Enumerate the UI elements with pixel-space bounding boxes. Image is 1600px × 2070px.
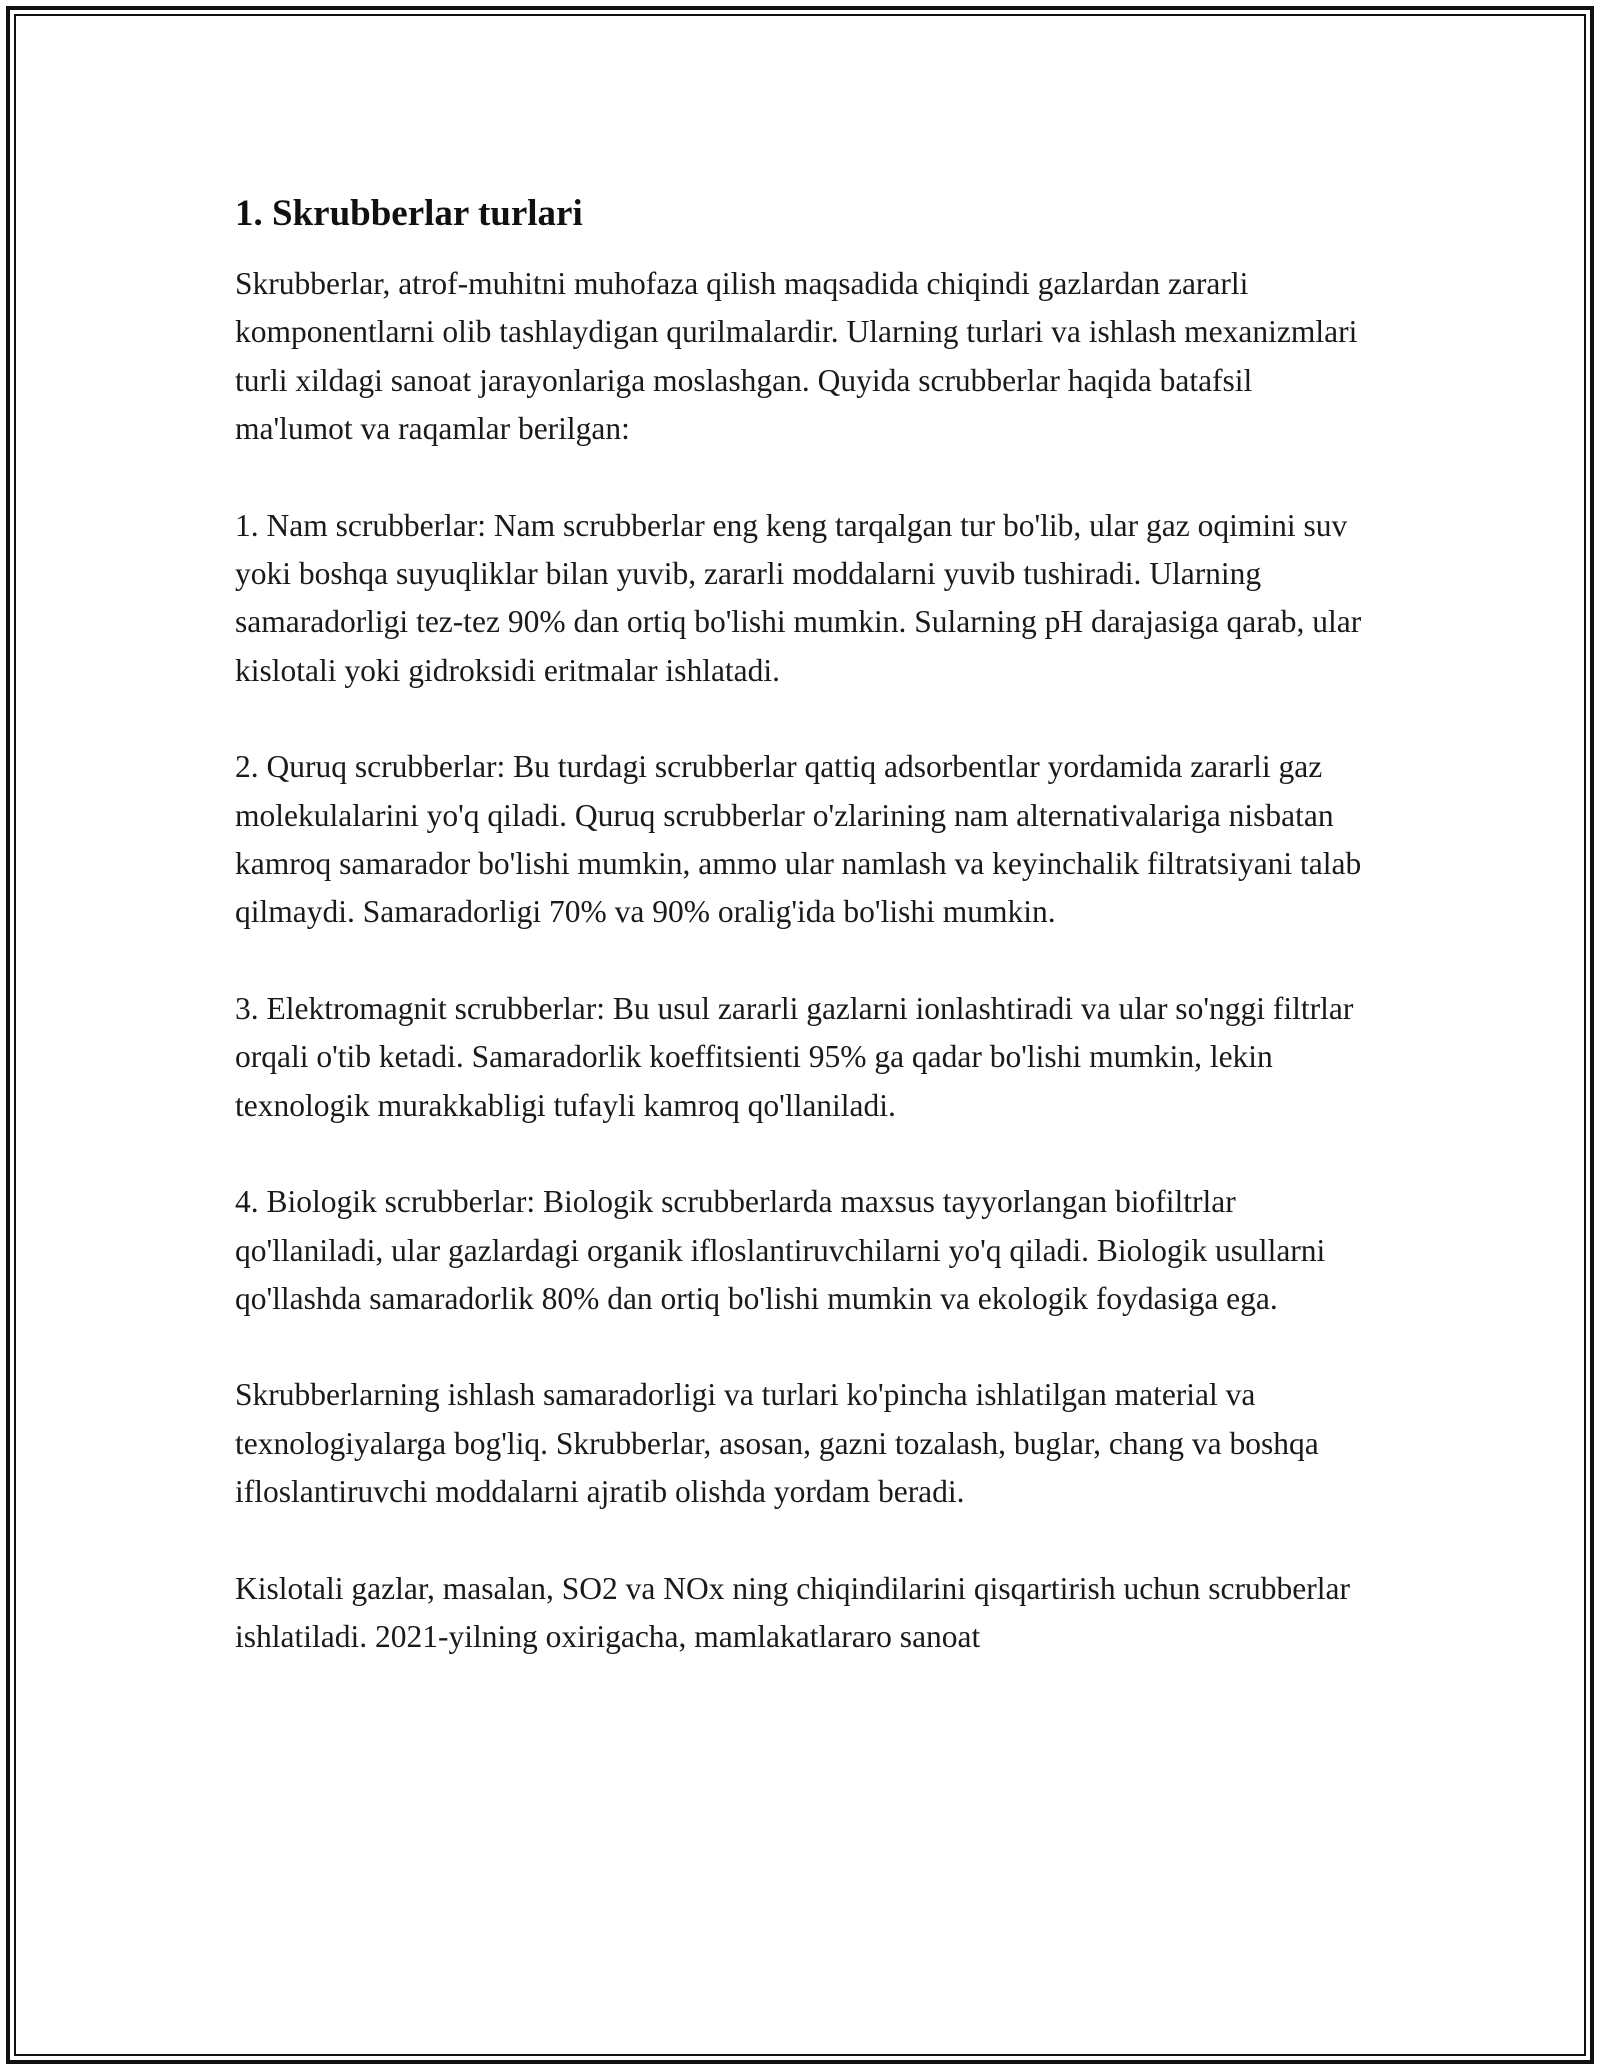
paragraph-summary: Skrubberlarning ishlash samaradorligi va turlari ko'pincha ishlatilgan material va texnologiyalarga bog'liq. Skrubberlar, asosan, gazni tozalash, buglar, chang va boshqa ifloslantiruvchi moddalarni ajratib olishda yordam beradi.: [235, 1377, 1319, 1510]
paragraph-electromagnetic-scrubbers: 3. Elektromagnit scrubberlar: Bu usul zararli gazlarni ionlashtiradi va ular so'nggi filtrlar orqali o'tib ketadi. Samaradorlik koeffitsienti 95% ga qadar bo'lishi mumkin, lekin texnologik murakkabligi tufayli kamroq qo'llaniladi.: [235, 990, 1354, 1123]
paragraph-acid-gases: Kislotali gazlar, masalan, SO2 va NOx ning chiqindilarini qisqartirish uchun scrubberlar ishlatiladi. 2021-yilning oxirigacha, mamlakatlararo sanoat: [235, 1570, 1350, 1654]
paragraph-dry-scrubbers: 2. Quruq scrubberlar: Bu turdagi scrubberlar qattiq adsorbentlar yordamida zararli gaz molekulalarini yo'q qiladi. Quruq scrubberlar o'zlarining nam alternativalariga nisbatan kamroq samarador bo'lishi mumkin, ammo ular namlash va keyinchalik filtratsiyani talab qilmaydi. Samaradorligi 70% va 90% oralig'ida bo'lishi mumkin.: [235, 749, 1362, 930]
section-heading: 1. Skrubberlar turlari: [235, 193, 583, 234]
paragraph-wet-scrubbers: 1. Nam scrubberlar: Nam scrubberlar eng keng tarqalgan tur bo'lib, ular gaz oqimini suv yoki boshqa suyuqliklar bilan yuvib, zararli moddalarni yuvib tushiradi. Ularning samaradorligi tez-tez 90% dan ortiq bo'lishi mumkin. Sularning pH darajasiga qarab, ular kislotali yoki gidroksidi eritmalar ishlatadi.: [235, 507, 1362, 688]
paragraph-biological-scrubbers: 4. Biologik scrubberlar: Biologik scrubberlarda maxsus tayyorlangan biofiltrlar qo'llaniladi, ular gazlardagi organik ifloslantiruvchilarni yo'q qiladi. Biologik usullarni qo'llashda samaradorlik 80% dan ortiq bo'lishi mumkin va ekologik foydasiga ega.: [235, 1184, 1326, 1316]
document-body: [235, 188, 1375, 1661]
intro-paragraph: Skrubberlar, atrof-muhitni muhofaza qilish maqsadida chiqindi gazlardan zararli komponentlarni olib tashlaydigan qurilmalardir. Ularning turlari va ishlash mexanizmlari turli xildagi sanoat jarayonlariga moslashgan. Quyida scrubberlar haqida batafsil ma'lumot va raqamlar berilgan:: [235, 266, 1358, 447]
